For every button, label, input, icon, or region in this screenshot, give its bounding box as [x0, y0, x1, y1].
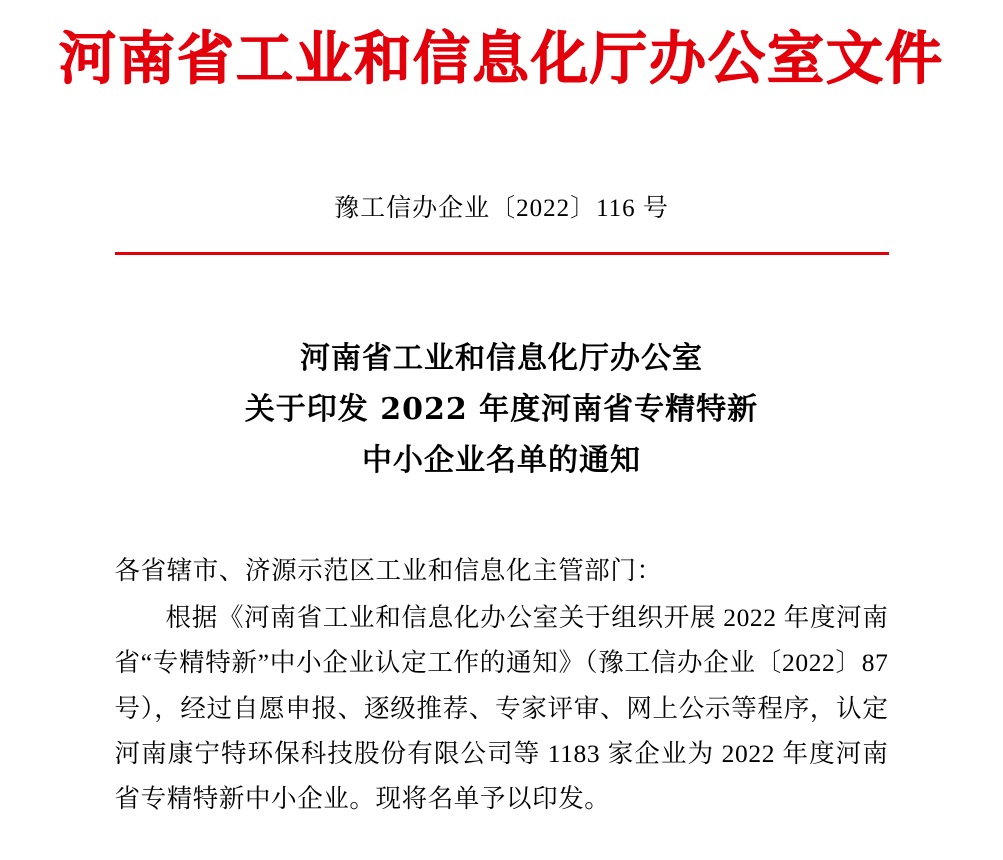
page-title-line-3: 中小企业名单的通知	[362, 442, 641, 478]
page-title-line-2: 关于印发 2022 年度河南省专精特新	[244, 391, 759, 427]
body-content	[115, 548, 889, 822]
document-number-row	[0, 188, 1003, 224]
masthead-title: 河南省工业和信息化厅办公室文件	[59, 25, 944, 92]
page-title	[0, 333, 1003, 486]
masthead	[0, 0, 1003, 92]
page-title-line-1: 河南省工业和信息化厅办公室	[300, 340, 703, 376]
document-number: 豫工信办企业〔2022〕116 号	[334, 194, 669, 222]
salutation: 各省辖市、济源示范区工业和信息化主管部门：	[114, 555, 663, 585]
body-paragraph-1: 根据《河南省工业和信息化办公室关于组织开展 2022 年度河南省“专精特新”中小企业认定工作的通知》（豫工信办企业〔2022〕87 号），经过自愿申报、逐级推荐、专家评审、网上公示等程序，认定河南康宁特环保科技股份有限公司等 1183 家企业为 2022 年度河南省专精特新中小企业。现将名单予以印发。	[114, 602, 889, 814]
red-divider-rule	[115, 252, 889, 255]
